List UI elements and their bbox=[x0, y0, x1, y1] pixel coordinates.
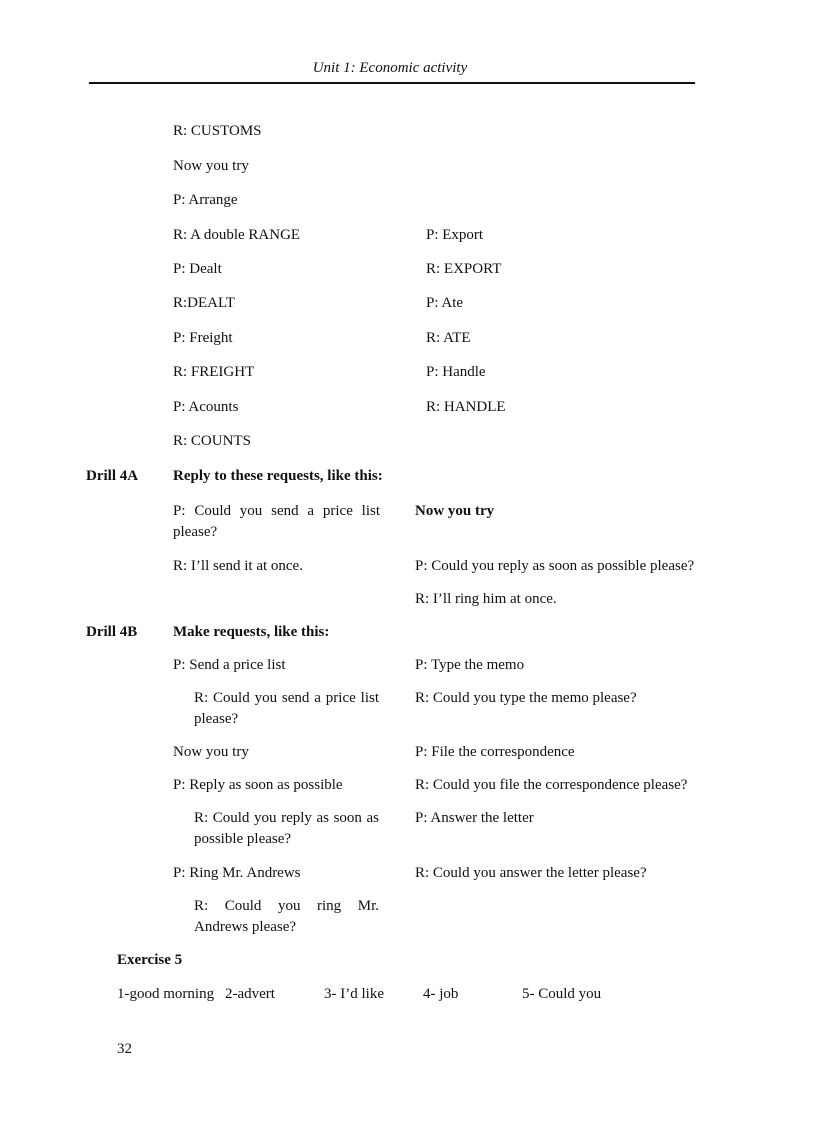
drill4b-left-line: R: Could you reply as soon as possible please? bbox=[194, 810, 379, 847]
header-divider bbox=[89, 82, 695, 84]
drill4a-label: Drill 4A bbox=[86, 468, 139, 484]
drill4b-left-line: Now you try bbox=[173, 744, 249, 760]
drill4b-right-line: R: Could you type the memo please? bbox=[415, 690, 637, 706]
drill3-left-line: P: Dealt bbox=[173, 261, 222, 277]
drill4a-now-you-try: Now you try bbox=[415, 503, 495, 519]
drill4b-right-line: R: Could you answer the letter please? bbox=[415, 865, 647, 881]
drill4b-left-line: P: Ring Mr. Andrews bbox=[173, 865, 301, 881]
drill3-intro-line: Now you try bbox=[173, 158, 249, 174]
drill4a-try-prompt: P: Could you reply as soon as possible please? bbox=[415, 558, 695, 574]
drill3-right-line: P: Handle bbox=[426, 364, 486, 380]
drill4b-left-line: R: Could you send a price list please? bbox=[194, 690, 379, 727]
exercise5-answer: 2-advert bbox=[225, 986, 275, 1002]
exercise5-answer: 3- I’d like bbox=[324, 986, 384, 1002]
drill4b-right-line: P: Answer the letter bbox=[415, 810, 534, 826]
drill4b-left-line: P: Send a price list bbox=[173, 657, 286, 673]
drill3-right-line: R: HANDLE bbox=[426, 399, 506, 415]
drill4a-example-prompt: P: Could you send a price list please? bbox=[173, 503, 380, 540]
drill3-left-line: R: A double RANGE bbox=[173, 227, 301, 243]
drill4a-try-response: R: I’ll ring him at once. bbox=[415, 591, 557, 607]
drill3-right-line: R: EXPORT bbox=[426, 261, 502, 277]
drill3-intro-line: R: CUSTOMS bbox=[173, 123, 262, 139]
drill4b-instruction: Make requests, like this: bbox=[173, 624, 330, 640]
exercise5-title: Exercise 5 bbox=[117, 952, 183, 968]
drill4b-right-line: P: File the correspondence bbox=[415, 744, 575, 760]
exercise5-answer: 5- Could you bbox=[522, 986, 602, 1002]
running-header-title: Unit 1: Economic activity bbox=[312, 60, 468, 76]
drill4b-right-line: R: Could you file the correspondence please? bbox=[415, 777, 688, 793]
drill3-left-line: R:DEALT bbox=[173, 295, 235, 311]
drill3-intro-line: P: Arrange bbox=[173, 192, 238, 208]
exercise5-answer: 4- job bbox=[423, 986, 459, 1002]
exercise5-answer: 1-good morning bbox=[117, 986, 215, 1002]
drill3-right-line: R: ATE bbox=[426, 330, 471, 346]
drill4b-left-line: P: Reply as soon as possible bbox=[173, 777, 343, 793]
page-number: 32 bbox=[117, 1041, 132, 1057]
drill3-left-line: P: Acounts bbox=[173, 399, 239, 415]
drill4b-right-line: P: Type the memo bbox=[415, 657, 525, 673]
drill4b-left-line: R: Could you ring Mr. Andrews please? bbox=[194, 898, 379, 935]
drill4b-label: Drill 4B bbox=[86, 624, 138, 640]
drill3-right-line: P: Ate bbox=[426, 295, 464, 311]
drill3-left-line: P: Freight bbox=[173, 330, 233, 346]
drill3-left-line: R: COUNTS bbox=[173, 433, 251, 449]
drill3-left-line: R: FREIGHT bbox=[173, 364, 255, 380]
drill3-right-line: P: Export bbox=[426, 227, 484, 243]
drill4a-instruction: Reply to these requests, like this: bbox=[173, 468, 383, 484]
drill4a-example-response: R: I’ll send it at once. bbox=[173, 558, 303, 574]
